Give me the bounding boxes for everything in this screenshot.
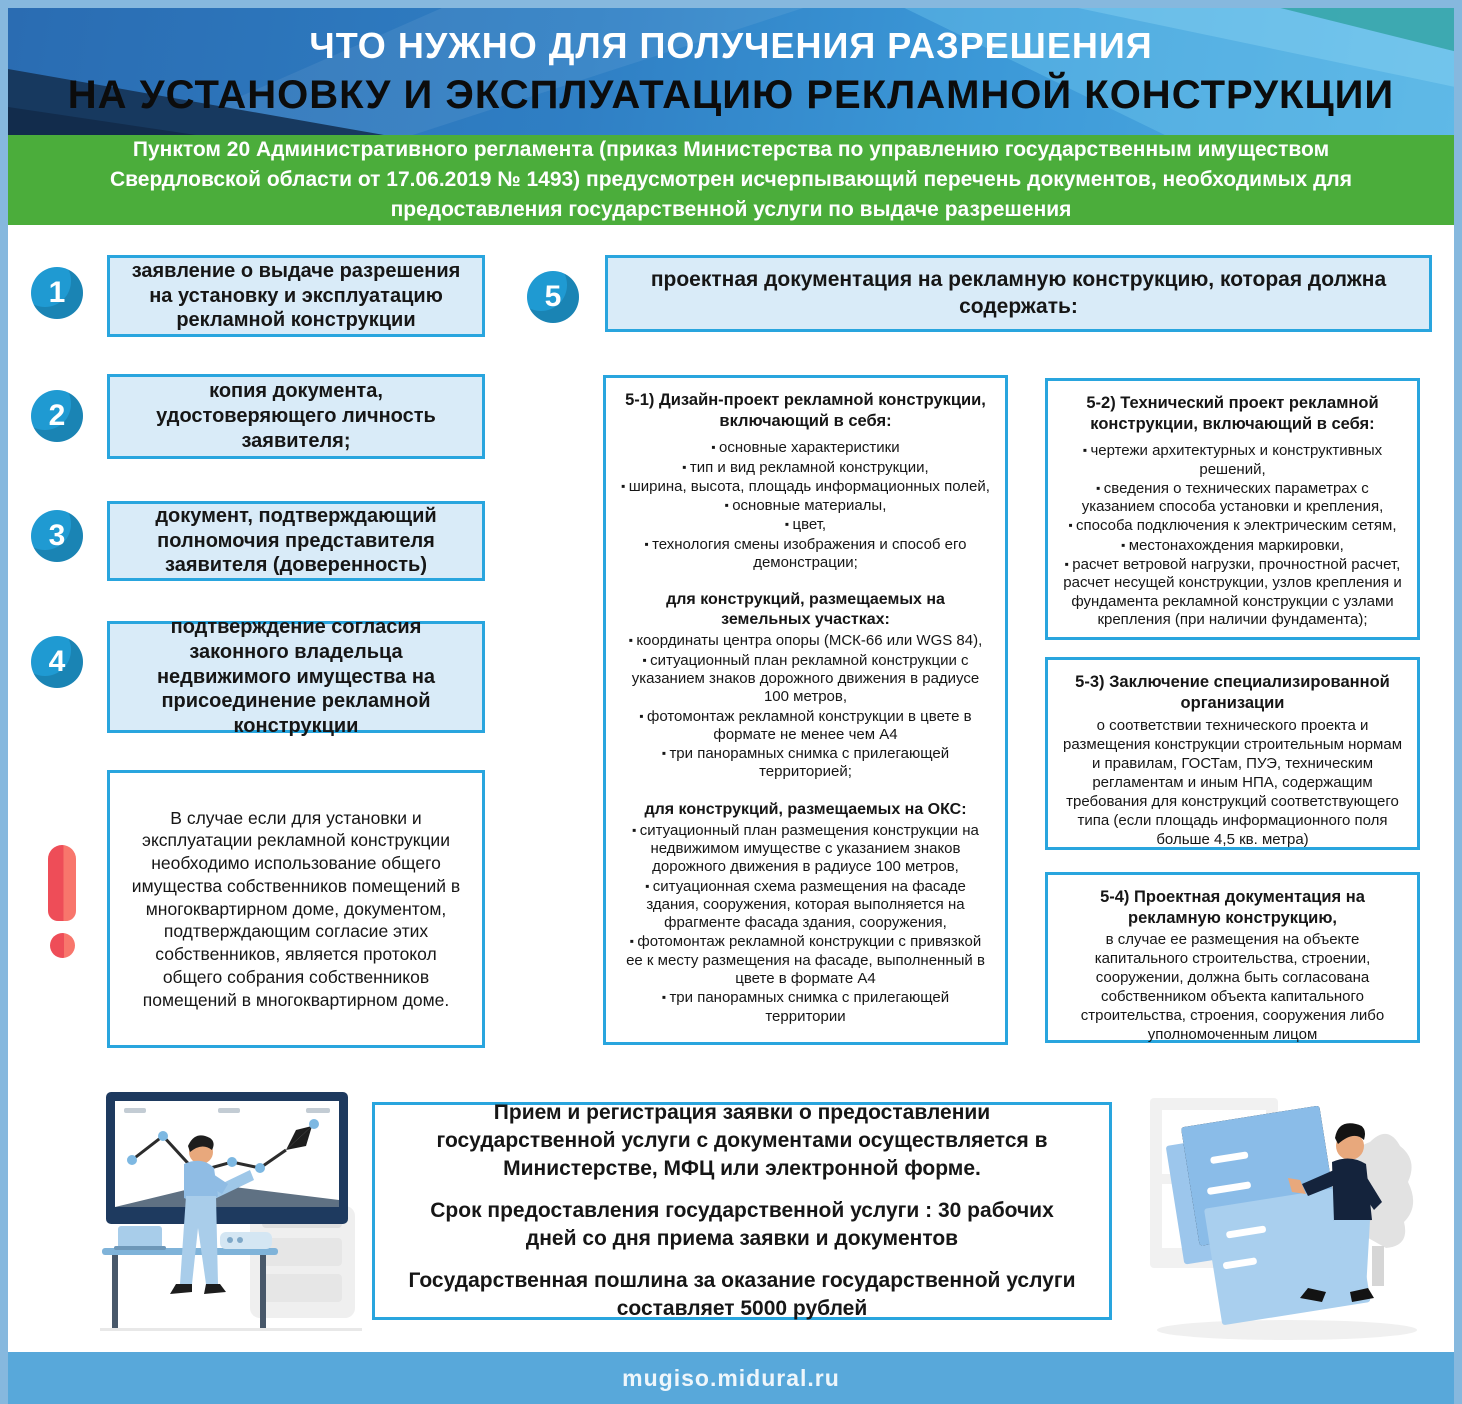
subheader-text: Пунктом 20 Административного регламента (приказ Министерства по управлению государственным имуществом Свердловской области от 17.06.2019 № 1493) предусмотрен исчерпывающий перечень документов, необходимых для предоставления государственной услуги по выдаче разрешения: [109, 138, 1352, 221]
step-1-badge: [31, 267, 83, 319]
land-plots-subtitle: для конструкций, размещаемых на земельных участках:: [666, 591, 945, 629]
requirement-2-box: копия документа, удостоверяющего личность заявителя;: [107, 374, 485, 459]
step-4-number: 4: [48, 645, 66, 678]
exclamation-icon-dot: [50, 933, 75, 958]
step-2-number: 2: [48, 399, 66, 432]
oks-bullet: ▪ фотомонтаж рекламной конструкции с привязкой ее к месту размещения на фасаде, выполненный в цвете в формате А4: [620, 933, 991, 988]
frame-right: [1454, 0, 1462, 1404]
project-docs-box: [1045, 872, 1420, 1043]
specialized-org-box: [1045, 657, 1420, 850]
project-docs-body: в случае ее размещения на объекте капитального строительства, строении, сооружении, должна быть согласована собственником объекта капитального строительства, строения, сооружения либо уполномоченным лицом: [1080, 931, 1385, 1043]
process-term-text: Срок предоставления государственной услуги : 30 рабочих дней со дня приема заявки и документов: [430, 1199, 1054, 1250]
technical-bullet: ▪ местонахождения маркировки,: [1062, 537, 1403, 555]
design-bullet: ▪ тип и вид рекламной конструкции,: [620, 459, 991, 477]
requirement-3-box: документ, подтверждающий полномочия представителя заявителя (доверенность): [107, 501, 485, 581]
land-plots-bullet: ▪ три панорамных снимка с прилегающей территорией;: [620, 745, 991, 782]
design-bullet: ▪ технология смены изображения и способ его демонстрации;: [620, 536, 991, 573]
design-project-box: [603, 375, 1008, 1045]
header-banner: [8, 8, 1454, 135]
oks-bullet: ▪ три панорамных снимка с прилегающей территории: [620, 989, 991, 1026]
item-5-heading-box: проектная документация на рекламную конструкцию, которая должна содержать:: [605, 255, 1432, 332]
analytics-illustration: [100, 1088, 362, 1336]
step-4-badge: [31, 636, 83, 688]
process-intake-text: Прием и регистрация заявки о предоставлении государственной услуги с документами осуществляется в Министерстве, МФЦ или электронной форме.: [436, 1101, 1048, 1181]
step-5-badge: [527, 271, 579, 323]
page-title-line1: ЧТО НУЖНО ДЛЯ ПОЛУЧЕНИЯ РАЗРЕШЕНИЯ: [309, 25, 1153, 66]
design-bullet: ▪ цвет,: [620, 516, 991, 534]
design-bullet: ▪ ширина, высота, площадь информационных полей,: [620, 478, 991, 496]
technical-bullet: ▪ сведения о технических параметрах с указанием способа установки и крепления,: [1062, 480, 1403, 517]
process-fee-text: Государственная пошлина за оказание государственной услуги составляет 5000 рублей: [408, 1268, 1076, 1320]
frame-top: [0, 0, 1462, 8]
technical-project-title: 5-2) Технический проект рекламной конструкции, включающий в себя:: [1086, 394, 1379, 433]
land-plots-bullet: ▪ ситуационный план рекламной конструкции с указанием знаков дорожного движения в радиусе 100 метров,: [620, 652, 991, 707]
note-box: В случае если для установки и эксплуатации рекламной конструкции необходимо использование общего имущества собственников помещений в многоквартирном доме, документом, подтверждающим согласие этих собственников, является протокол общего собрания собственников помещений в многоквартирном доме.: [107, 770, 485, 1048]
project-docs-title: 5-4) Проектная документация на рекламную конструкцию,: [1100, 888, 1365, 927]
oks-bullet: ▪ ситуационная схема размещения на фасаде здания, сооружения, которая выполняется на фрагменте фасада здания, сооружения,: [620, 878, 991, 933]
design-bullet: ▪ основные материалы,: [620, 497, 991, 515]
specialized-org-title: 5-3) Заключение специализированной организации: [1075, 673, 1390, 712]
step-3-badge: [31, 510, 83, 562]
requirement-4-box: подтверждение согласия законного владельца недвижимого имущества на присоединение рекламной конструкции: [107, 621, 485, 733]
step-2-badge: [31, 390, 83, 442]
technical-bullet: ▪ чертежи архитектурных и конструктивных решений,: [1062, 442, 1403, 479]
step-3-number: 3: [48, 519, 66, 552]
subheader-bar: [8, 135, 1454, 225]
step-5-number: 5: [544, 280, 562, 313]
design-bullet: ▪ основные характеристики: [620, 439, 991, 457]
technical-bullet: ▪ расчет ветровой нагрузки, прочностной расчет, расчет несущей конструкции, узлов крепления и фундамента рекламной конструкции с узлами крепления (при наличии фундамента);: [1062, 556, 1403, 629]
exclamation-icon: [48, 845, 76, 921]
technical-project-box: [1045, 378, 1420, 640]
footer-bar: [0, 1352, 1462, 1404]
design-project-title: 5-1) Дизайн-проект рекламной конструкции, включающий в себя:: [625, 391, 986, 430]
process-info-box: [372, 1102, 1112, 1320]
step-1-number: 1: [48, 276, 66, 309]
oks-bullet: ▪ ситуационный план размещения конструкции на недвижимом имуществе с указанием знаков дорожного движения в радиусе 100 метров,: [620, 822, 991, 877]
frame-left: [0, 0, 8, 1404]
specialized-org-body: о соответствии технического проекта и размещения конструкции строительным нормам и правилам, ГОСТам, ПУЭ, техническим регламентам и иным НПА, содержащим требования для конструкций соответствующего типа (если площадь информационного поля больше 4,5 кв. метра): [1062, 717, 1403, 848]
technical-bullet: ▪ способа подключения к электрическим сетям,: [1062, 517, 1403, 535]
documents-illustration: [1142, 1080, 1432, 1352]
requirement-1-box: заявление о выдаче разрешения на установку и эксплуатацию рекламной конструкции: [107, 255, 485, 337]
land-plots-bullet: ▪ координаты центра опоры (МСК-66 или WGS 84),: [620, 632, 991, 650]
footer-url: mugiso.midural.ru: [622, 1364, 840, 1391]
land-plots-bullet: ▪ фотомонтаж рекламной конструкции в цвете в формате не менее чем А4: [620, 708, 991, 745]
oks-subtitle: для конструкций, размещаемых на ОКС:: [644, 800, 967, 818]
page-title-line2: НА УСТАНОВКУ И ЭКСПЛУАТАЦИЮ РЕКЛАМНОЙ КОНСТРУКЦИИ: [67, 73, 1395, 117]
